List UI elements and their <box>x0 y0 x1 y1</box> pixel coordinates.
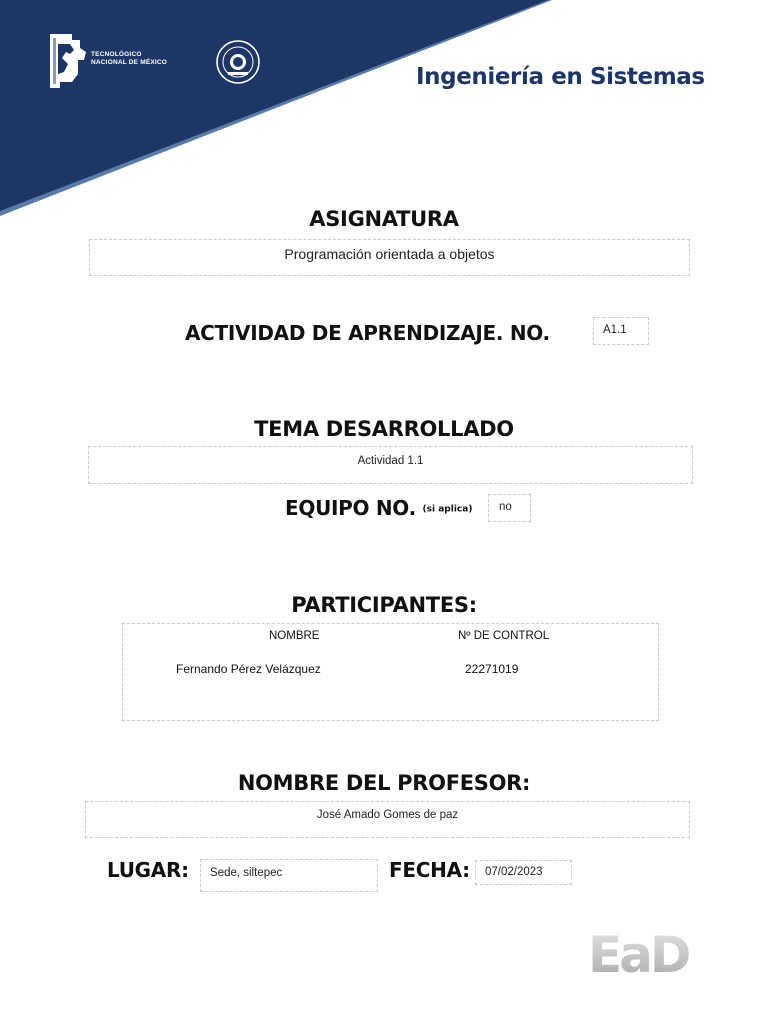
institution-name <box>91 51 167 67</box>
participantes-heading: PARTICIPANTES: <box>291 593 477 617</box>
fecha-value: 07/02/2023 <box>485 866 543 878</box>
participant-name: Fernando Pérez Velázquez <box>176 662 321 676</box>
tema-heading: TEMA DESARROLLADO <box>254 417 514 441</box>
lugar-heading: LUGAR: <box>107 858 189 882</box>
equipo-value: no <box>499 501 512 513</box>
participant-control: 22271019 <box>465 662 519 676</box>
tecnm-logo-icon <box>46 30 88 90</box>
tema-value: Actividad 1.1 <box>357 455 424 467</box>
equipo-label: EQUIPO NO. <box>285 496 416 520</box>
asignatura-value: Programación orientada a objetos <box>284 246 495 262</box>
lugar-value: Sede, siltepec <box>210 867 283 879</box>
equipo-heading <box>285 496 472 520</box>
column-control: Nº DE CONTROL <box>458 630 550 642</box>
actividad-box <box>593 317 649 345</box>
profesor-box <box>85 801 690 838</box>
column-nombre: NOMBRE <box>269 630 320 642</box>
institution-line1: TECNOLÓGICO <box>91 51 142 58</box>
actividad-value: A1.1 <box>603 324 627 336</box>
campus-seal-icon <box>214 39 262 85</box>
ead-logo-text: EaD <box>588 928 689 976</box>
equipo-note: (si aplica) <box>422 504 473 515</box>
institution-line2: NACIONAL DE MÉXICO <box>91 59 168 66</box>
fecha-heading: FECHA: <box>389 858 470 882</box>
participantes-box <box>122 623 659 721</box>
fecha-box <box>475 860 572 885</box>
profesor-value: José Amado Gomes de paz <box>316 809 459 821</box>
lugar-box <box>200 859 378 892</box>
asignatura-heading: ASIGNATURA <box>309 207 459 231</box>
header-banner <box>0 0 768 230</box>
tema-box <box>88 446 693 484</box>
ead-logo-icon <box>588 928 704 976</box>
program-title: Ingeniería en Sistemas <box>416 64 705 90</box>
asignatura-box <box>89 239 690 276</box>
profesor-heading: NOMBRE DEL PROFESOR: <box>237 771 531 795</box>
actividad-heading: ACTIVIDAD DE APRENDIZAJE. NO. <box>185 321 550 345</box>
equipo-box <box>488 494 531 522</box>
